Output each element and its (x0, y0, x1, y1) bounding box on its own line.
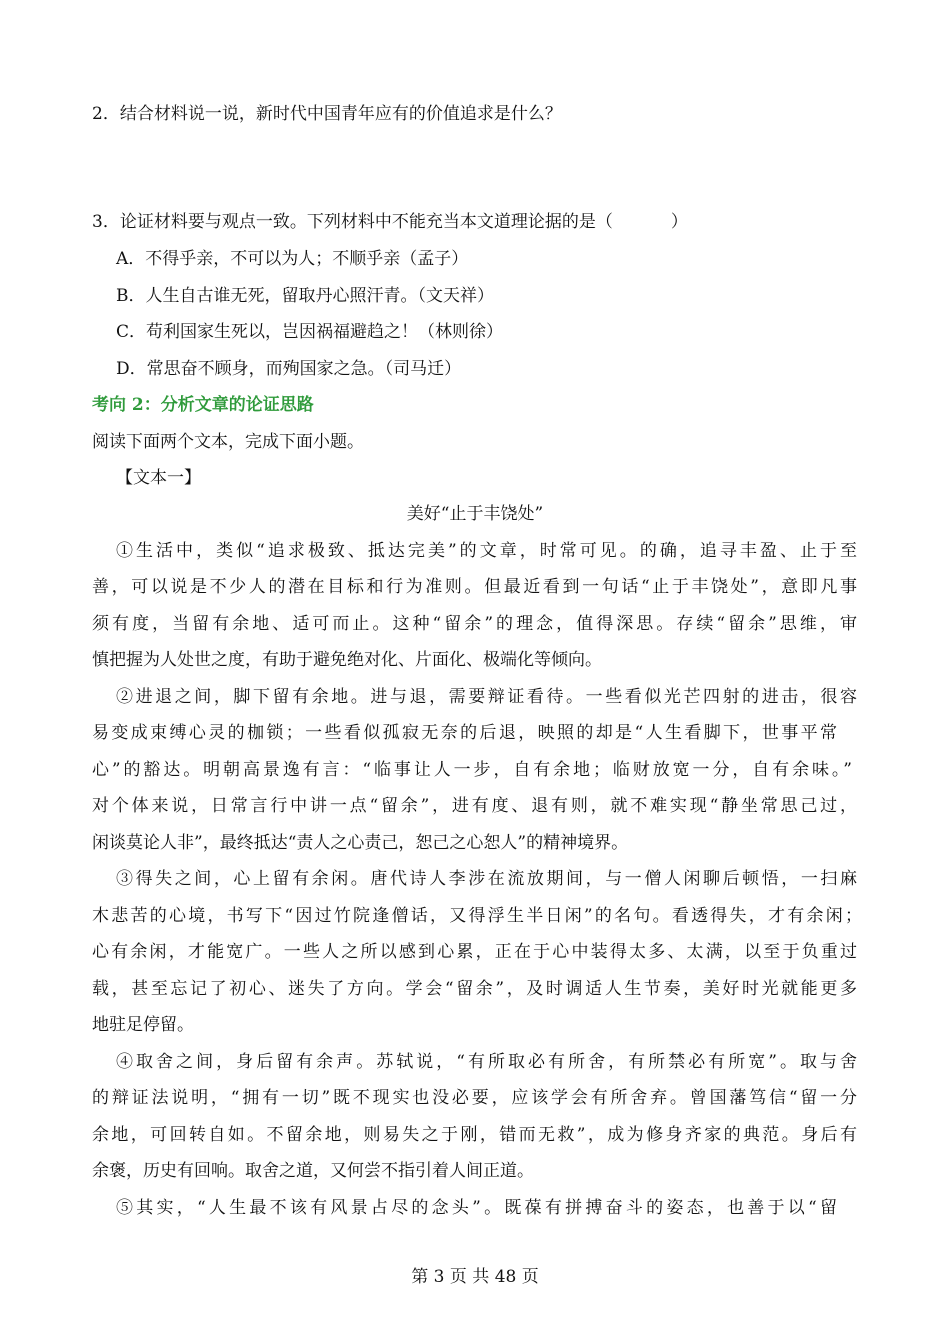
article-title: 美好“止于丰饶处” (406, 504, 544, 524)
text-one-label: 【文本一】 (116, 468, 201, 488)
paragraph-4-line-2: 的辩证法说明，“拥有一切”既不现实也没必要，应该学会有所舍弃。曾国藩笃信“留一分 (92, 1088, 857, 1108)
option-d: D．常思奋不顾身，而殉国家之急。（司马迁） (116, 359, 462, 379)
paragraph-4-line-4: 余褒，历史有回响。取舍之道，又何尝不指引着人间正道。 (92, 1161, 534, 1181)
question-2: 2．结合材料说一说，新时代中国青年应有的价值追求是什么？ (92, 104, 562, 124)
section-heading: 考向 2：分析文章的论证思路 (92, 395, 314, 415)
paragraph-2-line-1: ②进退之间，脚下留有余地。进与退，需要辩证看待。一些看似光芒四射的进击，很容 (116, 687, 857, 707)
paragraph-2-line-4: 对个体来说，日常言行中讲一点“留余”，进有度、退有则，就不难实现“静坐常思己过， (92, 796, 857, 816)
paragraph-3-line-1: ③得失之间，心上留有余闲。唐代诗人李涉在流放期间，与一僧人闲聊后顿悟，一扫麻 (116, 869, 857, 889)
reading-instruction: 阅读下面两个文本，完成下面小题。 (92, 432, 364, 452)
option-a: A．不得乎亲，不可以为人；不顺乎亲（孟子） (116, 249, 469, 269)
paragraph-3-line-4: 载，甚至忘记了初心、迷失了方向。学会“留余”，及时调适人生节奏，美好时光就能更多 (92, 979, 857, 999)
paragraph-1-line-3: 须有度，当留有余地、适可而止。这种“留余”的理念，值得深思。存续“留余”思维，审 (92, 614, 857, 634)
question-3-stem: 3．论证材料要与观点一致。下列材料中不能充当本文道理论据的是（ (92, 212, 613, 232)
question-3 (92, 211, 688, 233)
paragraph-2-line-2: 易变成束缚心灵的枷锁；一些看似孤寂无奈的后退，映照的却是“人生看脚下，世事平常 (92, 723, 837, 743)
paragraph-3-line-3: 心有余闲，才能宽广。一些人之所以感到心累，正在于心中装得太多、太满，以至于负重过 (92, 942, 857, 962)
paragraph-4-line-3: 余地，可回转自如。不留余地，则易失之于刚，错而无救”，成为修身齐家的典范。身后有 (92, 1125, 857, 1145)
paragraph-4-line-1: ④取舍之间，身后留有余声。苏轼说，“有所取必有所舍，有所禁必有所宽”。取与舍 (116, 1052, 857, 1072)
paragraph-1-line-4: 慎把握为人处世之度，有助于避免绝对化、片面化、极端化等倾向。 (92, 650, 602, 670)
paragraph-3-line-2: 木悲苦的心境，书写下“因过竹院逢僧话，又得浮生半日闲”的名句。看透得失，才有余闲； (92, 906, 862, 926)
question-3-stem-end: ） (670, 212, 688, 232)
paragraph-1-line-2: 善，可以说是不少人的潜在目标和行为准则。但最近看到一句话“止于丰饶处”，意即凡事 (92, 577, 857, 597)
option-b: B．人生自古谁无死，留取丹心照汗青。（文天祥） (116, 286, 494, 306)
page-number: 第 3 页 共 48 页 (411, 1267, 539, 1287)
paragraph-2-line-5: 闲谈莫论人非”，最终抵达“责人之心责己，恕己之心恕人”的精神境界。 (92, 833, 629, 853)
paragraph-5-line-1: ⑤其实，“人生最不该有风景占尽的念头”。既葆有拼搏奋斗的姿态，也善于以“留 (116, 1198, 837, 1218)
paragraph-1-line-1: ①生活中，类似“追求极致、抵达完美”的文章，时常可见。的确，追寻丰盈、止于至 (116, 541, 857, 561)
paragraph-2-line-3: 心”的豁达。明朝高景逸有言：“临事让人一步，自有余地；临财放宽一分，自有余味。” (92, 760, 852, 780)
paragraph-3-line-5: 地驻足停留。 (92, 1015, 194, 1035)
option-c: C．苟利国家生死以，岂因祸福避趋之！（林则徐） (116, 322, 504, 342)
